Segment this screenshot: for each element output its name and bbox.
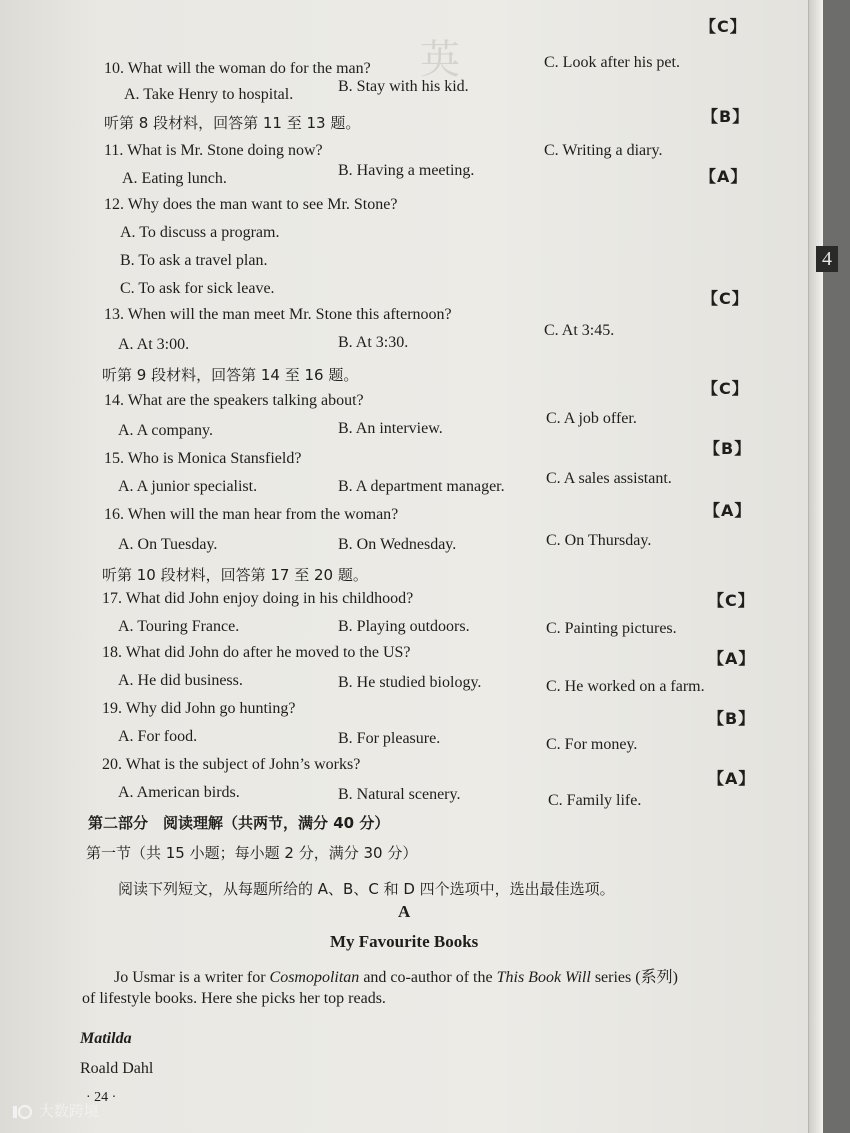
passage-paragraph-line-2: of lifestyle books. Here she picks her top reads.	[82, 990, 386, 1007]
watermark	[12, 1100, 99, 1121]
question-18: 18. What did John do after he moved to the US?	[102, 644, 411, 661]
q18-option-a: A. He did business.	[118, 672, 243, 689]
side-tab: 4	[816, 246, 838, 272]
q19-option-c: C. For money.	[546, 736, 638, 753]
q15-option-a: A. A junior specialist.	[118, 478, 258, 495]
q14-option-b: B. An interview.	[338, 420, 443, 437]
answer-key-19: 【B】	[708, 709, 756, 728]
question-10: 10. What will the woman do for the man?	[104, 60, 371, 77]
answer-key-top: 【C】	[700, 17, 747, 36]
section-heading-10: 听第 10 段材料，回答第 17 至 20 题。	[102, 566, 368, 584]
q12-option-b: B. To ask a travel plan.	[120, 252, 268, 269]
q15-option-b: B. A department manager.	[338, 478, 505, 495]
answer-key-20: 【A】	[708, 769, 756, 788]
text-run: Jo Usmar is a writer for	[114, 969, 270, 986]
book-author: Roald Dahl	[80, 1060, 154, 1077]
question-12: 12. Why does the man want to see Mr. Stone?	[104, 196, 398, 213]
page-number: · 24 ·	[86, 1090, 117, 1105]
q17-option-b: B. Playing outdoors.	[338, 618, 470, 635]
magazine-name: Cosmopolitan	[269, 969, 360, 986]
page-edge	[808, 0, 823, 1133]
answer-key-18: 【A】	[708, 649, 756, 668]
passage-letter: A	[398, 902, 411, 921]
question-17: 17. What did John enjoy doing in his childhood?	[102, 590, 414, 607]
q12-option-a: A. To discuss a program.	[120, 224, 280, 241]
q19-option-b: B. For pleasure.	[338, 730, 441, 747]
q17-option-c: C. Painting pictures.	[546, 620, 677, 637]
answer-key-15: 【A】	[704, 501, 752, 520]
q20-option-b: B. Natural scenery.	[338, 786, 461, 803]
answer-key-17: 【C】	[708, 591, 755, 610]
q13-option-a: A. At 3:00.	[118, 336, 190, 353]
q14-option-c: C. A job offer.	[546, 410, 637, 427]
answer-key-12: 【C】	[702, 289, 749, 308]
answer-key-10: 【B】	[702, 107, 750, 126]
q16-option-b: B. On Wednesday.	[338, 536, 457, 553]
text-run: and co-author of the	[359, 969, 497, 986]
q19-option-a: A. For food.	[118, 728, 198, 745]
question-13: 13. When will the man meet Mr. Stone this afternoon?	[104, 306, 452, 323]
q20-option-a: A. American birds.	[118, 784, 240, 801]
watermark-text: 大数跨境	[38, 1102, 99, 1120]
passage-paragraph-line-1	[114, 964, 678, 987]
text-run: series (系列)	[590, 969, 678, 986]
question-19: 19. Why did John go hunting?	[102, 700, 296, 717]
q18-option-b: B. He studied biology.	[338, 674, 482, 691]
q16-option-a: A. On Tuesday.	[118, 536, 218, 553]
question-16: 16. When will the man hear from the woman?	[104, 506, 399, 523]
q11-option-c: C. Writing a diary.	[544, 142, 663, 159]
book-title: Matilda	[80, 1030, 132, 1047]
answer-key-13: 【C】	[702, 379, 749, 398]
question-11: 11. What is Mr. Stone doing now?	[104, 142, 323, 159]
question-15: 15. Who is Monica Stansfield?	[104, 450, 302, 467]
q15-option-c: C. A sales assistant.	[546, 470, 672, 487]
q13-option-b: B. At 3:30.	[338, 334, 409, 351]
q12-option-c: C. To ask for sick leave.	[120, 280, 275, 297]
answer-key-14: 【B】	[704, 439, 752, 458]
q11-option-b: B. Having a meeting.	[338, 162, 475, 179]
q10-option-c: C. Look after his pet.	[544, 54, 680, 71]
q10-option-b: B. Stay with his kid.	[338, 78, 469, 95]
series-name: This Book Will	[496, 969, 591, 986]
passage-title: My Favourite Books	[330, 932, 479, 951]
q11-option-a: A. Eating lunch.	[122, 170, 227, 187]
answer-key-11: 【A】	[700, 167, 748, 186]
q20-option-c: C. Family life.	[548, 792, 642, 809]
section-heading-9: 听第 9 段材料，回答第 14 至 16 题。	[102, 366, 359, 384]
q17-option-a: A. Touring France.	[118, 618, 240, 635]
section-heading-8: 听第 8 段材料，回答第 11 至 13 题。	[104, 114, 361, 132]
part2-instruction: 阅读下列短文，从每题所给的 A、B、C 和 D 四个选项中，选出最佳选项。	[118, 880, 615, 898]
bleed-through-character: 英	[420, 37, 460, 82]
question-14: 14. What are the speakers talking about?	[104, 392, 364, 409]
q13-option-c: C. At 3:45.	[544, 322, 615, 339]
watermark-logo-icon	[12, 1104, 34, 1120]
part2-heading: 第二部分 阅读理解（共两节，满分 40 分）	[88, 814, 390, 832]
q16-option-c: C. On Thursday.	[546, 532, 652, 549]
question-20: 20. What is the subject of John’s works?	[102, 756, 361, 773]
part2-subheading: 第一节（共 15 小题；每小题 2 分，满分 30 分）	[86, 844, 418, 862]
q10-option-a: A. Take Henry to hospital.	[124, 86, 294, 103]
q14-option-a: A. A company.	[118, 422, 213, 439]
q18-option-c: C. He worked on a farm.	[546, 678, 705, 695]
